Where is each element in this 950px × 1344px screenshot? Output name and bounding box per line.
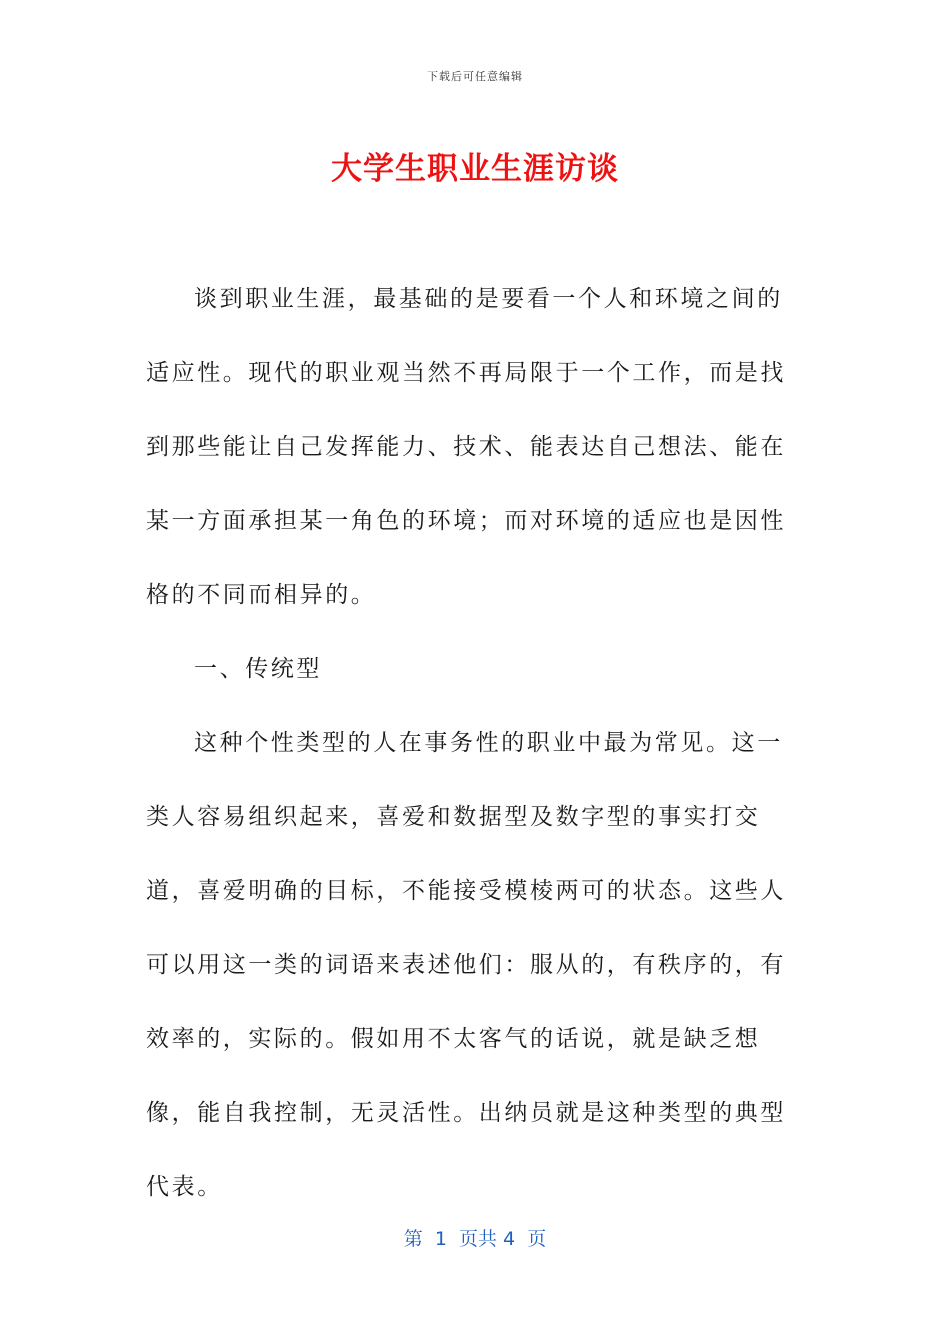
paragraph-traditional: 这种个性类型的人在事务性的职业中最为常见。这一类人容易组织起来，喜爱和数据型及数字型的事实打交道，喜爱明确的目标，不能接受模棱两可的状态。这些人可以用这一类的词语来表述他们：服从的，有秩序的，有效率的，实际的。假如用不太客气的话说，就是缺乏想像，能自我控制，无灵活性。出纳员就是这种类型的典型代表。 (146, 730, 786, 1200)
paragraph-intro: 谈到职业生涯，最基础的是要看一个人和环境之间的适应性。现代的职业观当然不再局限于一个工作，而是找到那些能让自己发挥能力、技术、能表达自己想法、能在某一方面承担某一角色的环境；而对环境的适应也是因性格的不同而相异的。 (146, 286, 786, 608)
page-number-footer: 第 1 页共 4 页 (403, 1228, 547, 1250)
section-heading-traditional: 一、传统型 (194, 656, 322, 682)
header-note: 下载后可任意编辑 (427, 70, 523, 83)
document-title: 大学生职业生涯访谈 (331, 151, 619, 187)
